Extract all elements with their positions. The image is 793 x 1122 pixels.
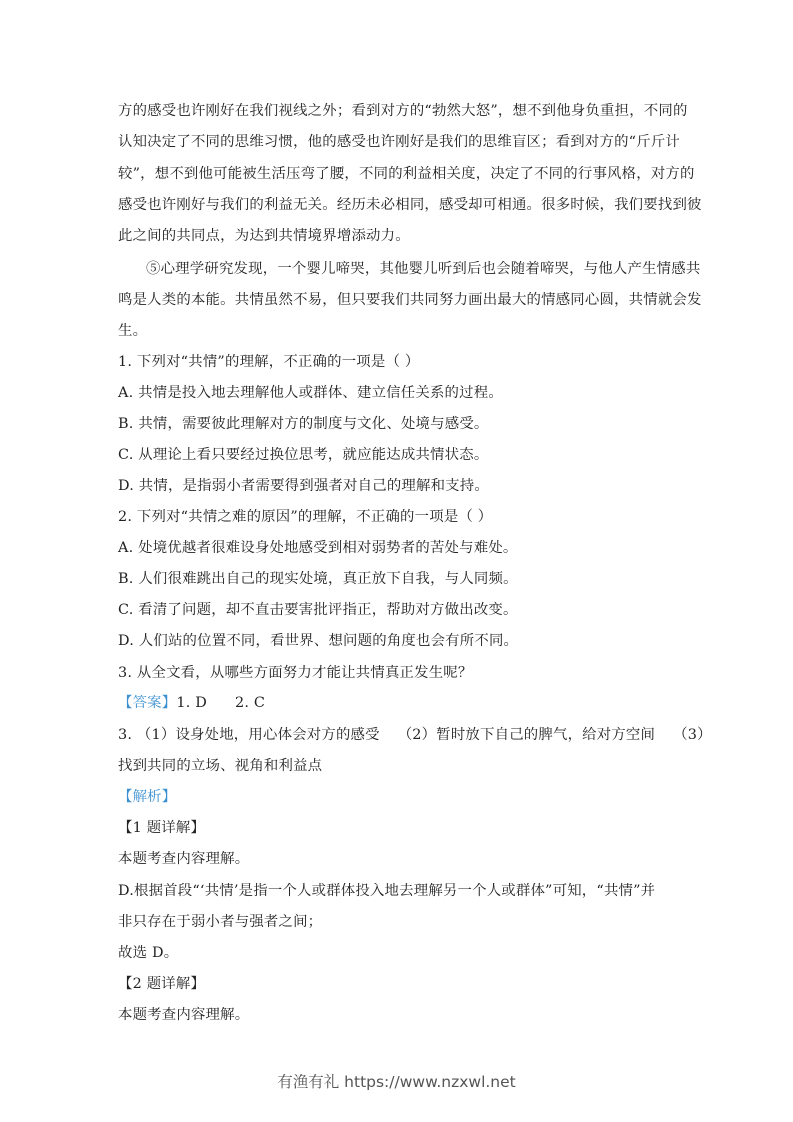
answer-q3-point-1: 3. （1）设身处地，用心体会对方的感受 <box>118 727 380 743</box>
question-2-option-d: D. 人们站的位置不同，看世界、想问题的角度也会有所不同。 <box>118 633 519 649</box>
answer-q1: 1. D <box>176 695 208 711</box>
analysis-q1-line: 故选 D。 <box>118 945 179 961</box>
passage-line: 鸣是人类的本能。共情虽然不易，但只要我们共同努力画出最大的情感同心圆，共情就会发 <box>118 292 702 308</box>
answer-q3-point-3-label: （3） <box>673 727 712 743</box>
answer-tag: 【答案】 <box>118 695 177 711</box>
question-2-option-b: B. 人们很难跳出自己的现实处境，真正放下自我，与人同频。 <box>118 571 518 587</box>
analysis-q2-line: 本题考查内容理解。 <box>118 1007 250 1023</box>
analysis-q1-heading: 【1 题详解】 <box>118 820 206 836</box>
question-1-option-c: C. 从理论上看只要经过换位思考，就应能达成共情状态。 <box>118 447 489 463</box>
analysis-q1-line: 本题考查内容理解。 <box>118 851 250 867</box>
footer-watermark: 有渔有礼 https://www.nzxwl.net <box>277 1073 516 1091</box>
question-3-stem: 3. 从全文看，从哪些方面努力才能让共情真正发生呢？ <box>118 665 473 681</box>
question-2-option-a: A. 处境优越者很难设身处地感受到相对弱势者的苦处与难处。 <box>118 540 518 556</box>
analysis-q2-heading: 【2 题详解】 <box>118 976 206 992</box>
passage-line: 此之间的共同点，为达到共情境界增添动力。 <box>118 228 410 244</box>
answer-q2: 2. C <box>235 695 266 711</box>
passage-paragraph-5-line: ⑤心理学研究发现，一个婴儿啼哭，其他婴儿听到后也会随着啼哭，与他人产生情感共 <box>146 261 701 277</box>
analysis-q1-line: 非只存在于弱小者与强者之间； <box>118 914 323 930</box>
question-1-option-a: A. 共情是投入地去理解他人或群体、建立信任关系的过程。 <box>118 385 503 401</box>
answer-line <box>118 693 265 713</box>
answer-q3-line-2: 找到共同的立场、视角和利益点 <box>118 758 323 774</box>
analysis-q1-line: D.根据首段“‘共情’是指一个人或群体投入地去理解另一个人或群体”可知，“共情”并 <box>118 883 656 899</box>
passage-line: 方的感受也许刚好在我们视线之外；看到对方的“勃然大怒”，想不到他身负重担，不同的 <box>118 103 688 119</box>
question-2-option-c: C. 看清了问题，却不直击要害批评指正，帮助对方做出改变。 <box>118 602 518 618</box>
passage-line: 较”，想不到他可能被生活压弯了腰，不同的利益相关度，决定了不同的行事风格，对方的 <box>118 166 695 182</box>
question-1-option-b: B. 共情，需要彼此理解对方的制度与文化、处境与感受。 <box>118 416 489 432</box>
analysis-tag: 【解析】 <box>118 789 177 805</box>
question-1-stem: 1. 下列对“共情”的理解，不正确的一项是（ ） <box>118 354 420 370</box>
answer-q3-line <box>118 725 712 745</box>
passage-line: 认知决定了不同的思维习惯，他的感受也许刚好是我们的思维盲区；看到对方的“斤斤计 <box>118 134 681 150</box>
passage-line: 感受也许刚好与我们的利益无关。经历未必相同，感受却可相通。很多时候，我们要找到彼 <box>118 197 702 213</box>
passage-line: 生。 <box>118 323 148 339</box>
question-1-option-d: D. 共情，是指弱小者需要得到强者对自己的理解和支持。 <box>118 478 489 494</box>
answer-q3-point-2: （2）暂时放下自己的脾气，给对方空间 <box>397 727 656 743</box>
question-2-stem: 2. 下列对“共情之难的原因”的理解，不正确的一项是（ ） <box>118 509 493 525</box>
